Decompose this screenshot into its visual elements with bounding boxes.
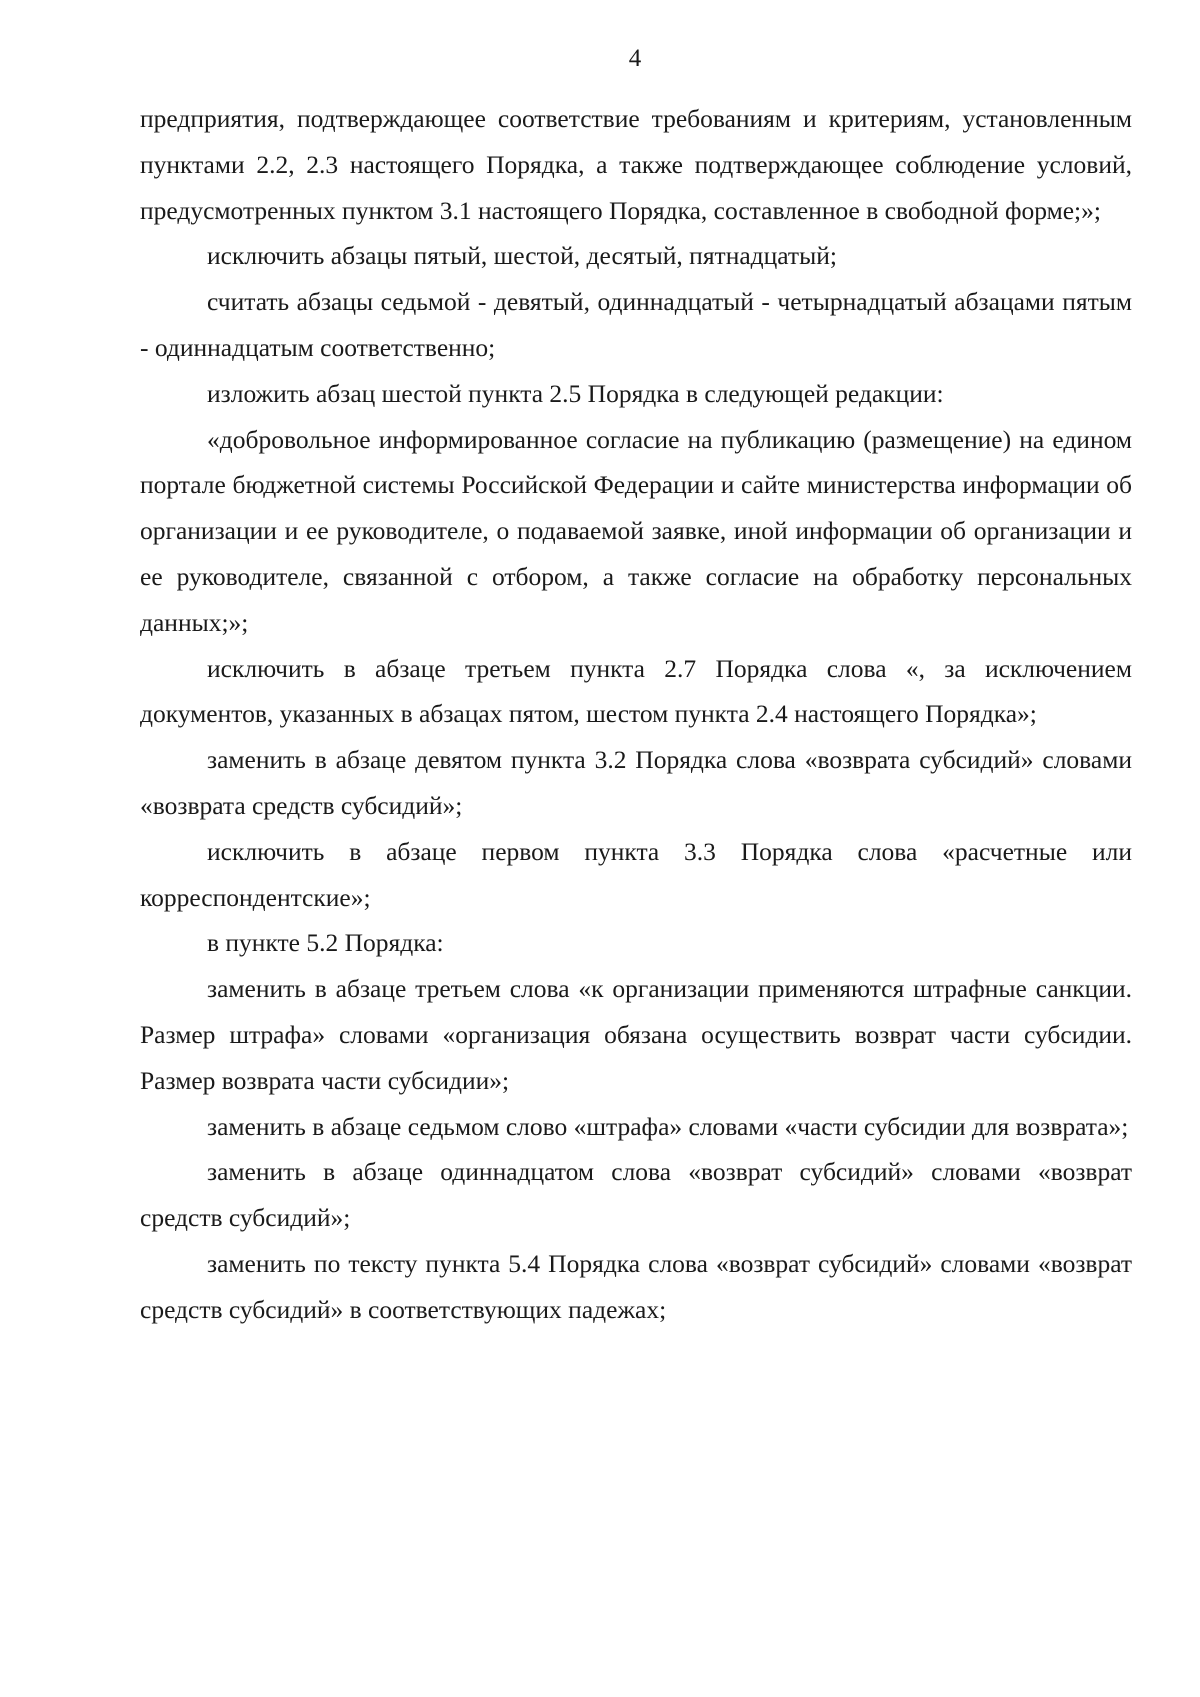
paragraph: заменить по тексту пункта 5.4 Порядка слова «возврат субсидий» словами «возврат средств субсидий» в соответствующих падежах; (140, 1248, 1132, 1324)
paragraph: заменить в абзаце девятом пункта 3.2 Порядка слова «возврата субсидий» словами «возврата средств субсидий»; (140, 745, 1132, 820)
paragraph: исключить абзацы пятый, шестой, десятый, пятнадцатый; (207, 241, 837, 271)
paragraph: исключить в абзаце первом пункта 3.3 Порядка слова «расчетные или корреспондентские»; (140, 836, 1132, 912)
paragraph-quoted-text: «добровольное информированное согласие на публикацию (размещение) на едином портале бюджетной системы Российской Федерации и сайте министерства информации об организации и ее руководителе, о подаваемой заявке, иной информации об организации и ее руководителе, связанной с отбором, а также согласие на обработку персональных данных;»; (140, 424, 1132, 637)
paragraph: изложить абзац шестой пункта 2.5 Порядка в следующей редакции: (207, 378, 944, 408)
paragraph: заменить в абзаце одиннадцатом слова «возврат субсидий» словами «возврат средств субсидий»; (140, 1157, 1132, 1233)
page-number: 4 (628, 45, 642, 72)
paragraph: заменить в абзаце третьем слова «к организации применяются штрафные санкции. Размер штрафа» словами «организация обязана осуществить возврат части субсидии. Размер возврата части субсидии»; (140, 974, 1132, 1095)
paragraph-continuation: предприятия, подтверждающее соответствие требованиям и критериям, установленным пунктами 2.2, 2.3 настоящего Порядка, а также подтверждающее соблюдение условий, предусмотренных пунктом 3.1 настоящего Порядка, составленное в свободной форме;»; (140, 104, 1132, 225)
paragraph: в пункте 5.2 Порядка: (207, 928, 444, 958)
document-body (140, 96, 1132, 1333)
paragraph: считать абзацы седьмой - девятый, одиннадцатый - четырнадцатый абзацами пятым - одиннадцатым соответственно; (140, 287, 1132, 362)
paragraph: исключить в абзаце третьем пункта 2.7 Порядка слова «, за исключением документов, указанных в абзацах пятом, шестом пункта 2.4 настоящего Порядка»; (140, 653, 1132, 729)
paragraph: заменить в абзаце седьмом слово «штрафа» словами «части субсидии для возврата»; (207, 1111, 1129, 1141)
